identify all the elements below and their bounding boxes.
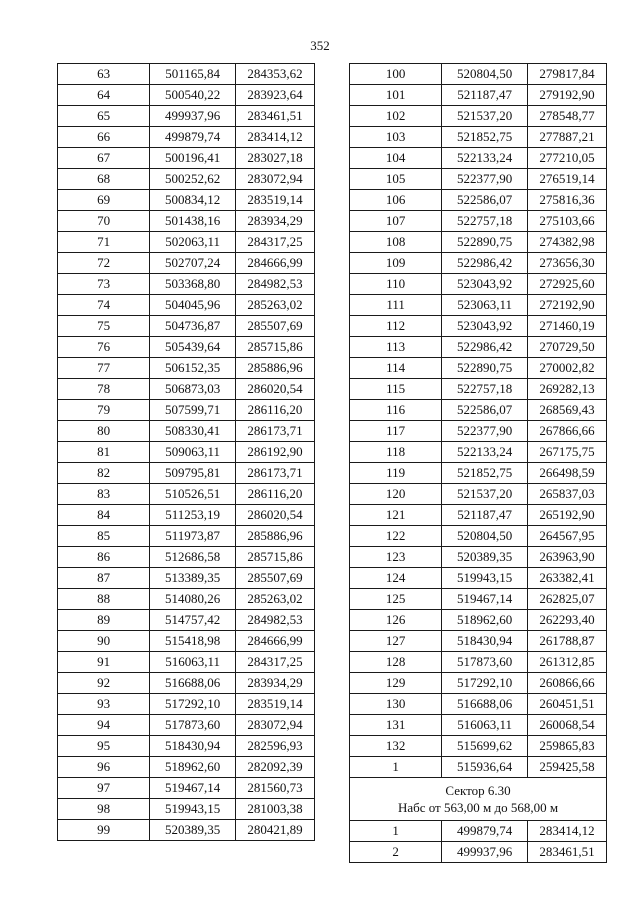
x-coordinate: 500834,12 [150,190,236,211]
y-coordinate: 273656,30 [527,253,606,274]
point-number: 89 [58,610,150,631]
x-coordinate: 501165,84 [150,64,236,85]
point-number: 123 [350,547,442,568]
y-coordinate: 264567,95 [527,526,606,547]
y-coordinate: 284666,99 [235,253,314,274]
table-row [58,757,315,778]
y-coordinate: 266498,59 [527,463,606,484]
y-coordinate: 263963,90 [527,547,606,568]
point-number: 75 [58,316,150,337]
x-coordinate: 522986,42 [442,253,528,274]
table-row [350,442,607,463]
y-coordinate: 286116,20 [235,400,314,421]
x-coordinate: 522133,24 [442,148,528,169]
table-row [58,820,315,841]
point-number: 70 [58,211,150,232]
x-coordinate: 522377,90 [442,421,528,442]
table-row [350,253,607,274]
x-coordinate: 519943,15 [150,799,236,820]
table-row [58,631,315,652]
x-coordinate: 521537,20 [442,484,528,505]
table-row [350,505,607,526]
table-row [58,484,315,505]
x-coordinate: 504736,87 [150,316,236,337]
point-number: 114 [350,358,442,379]
y-coordinate: 262825,07 [527,589,606,610]
point-number: 83 [58,484,150,505]
x-coordinate: 508330,41 [150,421,236,442]
x-coordinate: 516063,11 [150,652,236,673]
point-number: 118 [350,442,442,463]
table-row [350,127,607,148]
point-number: 67 [58,148,150,169]
table-row [350,463,607,484]
y-coordinate: 285715,86 [235,337,314,358]
x-coordinate: 517873,60 [442,652,528,673]
y-coordinate: 279192,90 [527,85,606,106]
point-number: 68 [58,169,150,190]
x-coordinate: 500196,41 [150,148,236,169]
x-coordinate: 519467,14 [442,589,528,610]
y-coordinate: 260068,54 [527,715,606,736]
x-coordinate: 516063,11 [442,715,528,736]
point-number: 98 [58,799,150,820]
point-number: 76 [58,337,150,358]
point-number: 117 [350,421,442,442]
point-number: 77 [58,358,150,379]
point-number: 113 [350,337,442,358]
y-coordinate: 285263,02 [235,589,314,610]
y-coordinate: 286173,71 [235,421,314,442]
table-row [58,127,315,148]
point-number: 129 [350,673,442,694]
x-coordinate: 519467,14 [150,778,236,799]
y-coordinate: 275103,66 [527,211,606,232]
x-coordinate: 517873,60 [150,715,236,736]
table-row [350,842,607,863]
y-coordinate: 285886,96 [235,358,314,379]
x-coordinate: 522890,75 [442,358,528,379]
x-coordinate: 521537,20 [442,106,528,127]
x-coordinate: 521187,47 [442,85,528,106]
point-number: 131 [350,715,442,736]
table-row [58,400,315,421]
x-coordinate: 512686,58 [150,547,236,568]
table-row [58,253,315,274]
point-number: 78 [58,379,150,400]
y-coordinate: 260866,66 [527,673,606,694]
coordinates-table-right [349,63,607,863]
table-row [350,526,607,547]
table-row [350,316,607,337]
x-coordinate: 516688,06 [442,694,528,715]
point-number: 80 [58,421,150,442]
y-coordinate: 280421,89 [235,820,314,841]
x-coordinate: 522986,42 [442,337,528,358]
table-row [350,232,607,253]
y-coordinate: 282596,93 [235,736,314,757]
x-coordinate: 505439,64 [150,337,236,358]
table-row [58,442,315,463]
table-row [58,610,315,631]
table-row [58,526,315,547]
point-number: 73 [58,274,150,295]
x-coordinate: 521852,75 [442,463,528,484]
point-number: 95 [58,736,150,757]
x-coordinate: 510526,51 [150,484,236,505]
table-row [350,631,607,652]
table-row [58,274,315,295]
point-number: 63 [58,64,150,85]
y-coordinate: 283519,14 [235,694,314,715]
point-number: 126 [350,610,442,631]
x-coordinate: 509063,11 [150,442,236,463]
y-coordinate: 281003,38 [235,799,314,820]
y-coordinate: 275816,36 [527,190,606,211]
x-coordinate: 523063,11 [442,295,528,316]
point-number: 84 [58,505,150,526]
table-row [58,190,315,211]
table-row [350,421,607,442]
point-number: 65 [58,106,150,127]
point-number: 128 [350,652,442,673]
y-coordinate: 285263,02 [235,295,314,316]
x-coordinate: 504045,96 [150,295,236,316]
table-row [350,211,607,232]
x-coordinate: 517292,10 [150,694,236,715]
y-coordinate: 267175,75 [527,442,606,463]
x-coordinate: 522890,75 [442,232,528,253]
table-row [58,211,315,232]
point-number: 122 [350,526,442,547]
point-number: 86 [58,547,150,568]
table-row [58,337,315,358]
table-row [350,148,607,169]
table-row [58,106,315,127]
y-coordinate: 281560,73 [235,778,314,799]
y-coordinate: 279817,84 [527,64,606,85]
point-number: 99 [58,820,150,841]
y-coordinate: 284317,25 [235,232,314,253]
x-coordinate: 499937,96 [150,106,236,127]
point-number: 106 [350,190,442,211]
y-coordinate: 283027,18 [235,148,314,169]
table-row [58,715,315,736]
y-coordinate: 272925,60 [527,274,606,295]
y-coordinate: 284317,25 [235,652,314,673]
point-number: 66 [58,127,150,148]
x-coordinate: 522133,24 [442,442,528,463]
x-coordinate: 514757,42 [150,610,236,631]
y-coordinate: 265837,03 [527,484,606,505]
table-row [58,568,315,589]
point-number: 79 [58,400,150,421]
x-coordinate: 511253,19 [150,505,236,526]
y-coordinate: 261312,85 [527,652,606,673]
y-coordinate: 286020,54 [235,379,314,400]
y-coordinate: 271460,19 [527,316,606,337]
point-number: 124 [350,568,442,589]
y-coordinate: 277210,05 [527,148,606,169]
x-coordinate: 515699,62 [442,736,528,757]
x-coordinate: 518430,94 [150,736,236,757]
x-coordinate: 522377,90 [442,169,528,190]
point-number: 72 [58,253,150,274]
point-number: 116 [350,400,442,421]
table-row [350,673,607,694]
y-coordinate: 285507,69 [235,316,314,337]
point-number: 125 [350,589,442,610]
table-row [350,610,607,631]
point-number: 110 [350,274,442,295]
x-coordinate: 518430,94 [442,631,528,652]
x-coordinate: 500540,22 [150,85,236,106]
table-row [58,85,315,106]
point-number: 71 [58,232,150,253]
y-coordinate: 284982,53 [235,274,314,295]
y-coordinate: 259425,58 [527,757,606,778]
point-number: 119 [350,463,442,484]
x-coordinate: 521852,75 [442,127,528,148]
table-row [350,589,607,610]
x-coordinate: 503368,80 [150,274,236,295]
x-coordinate: 499879,74 [150,127,236,148]
y-coordinate: 283519,14 [235,190,314,211]
y-coordinate: 284666,99 [235,631,314,652]
table-row [350,694,607,715]
y-coordinate: 260451,51 [527,694,606,715]
x-coordinate: 520804,50 [442,64,528,85]
table-row [58,694,315,715]
point-number: 109 [350,253,442,274]
y-coordinate: 276519,14 [527,169,606,190]
table-row [58,232,315,253]
table-row [350,190,607,211]
table-row [350,652,607,673]
table-row [350,358,607,379]
y-coordinate: 286020,54 [235,505,314,526]
table-row [58,358,315,379]
y-coordinate: 277887,21 [527,127,606,148]
point-number: 115 [350,379,442,400]
y-coordinate: 285715,86 [235,547,314,568]
point-number: 111 [350,295,442,316]
x-coordinate: 522586,07 [442,190,528,211]
x-coordinate: 507599,71 [150,400,236,421]
point-number: 90 [58,631,150,652]
point-number: 94 [58,715,150,736]
table-row [350,568,607,589]
y-coordinate: 283414,12 [527,821,606,842]
point-number: 93 [58,694,150,715]
y-coordinate: 283923,64 [235,85,314,106]
point-number: 85 [58,526,150,547]
y-coordinate: 285507,69 [235,568,314,589]
point-number: 97 [58,778,150,799]
x-coordinate: 513389,35 [150,568,236,589]
table-row [350,757,607,778]
y-coordinate: 259865,83 [527,736,606,757]
x-coordinate: 506152,35 [150,358,236,379]
y-coordinate: 278548,77 [527,106,606,127]
point-number: 104 [350,148,442,169]
y-coordinate: 263382,41 [527,568,606,589]
y-coordinate: 283072,94 [235,169,314,190]
point-number: 120 [350,484,442,505]
y-coordinate: 265192,90 [527,505,606,526]
y-coordinate: 283461,51 [235,106,314,127]
table-row [350,274,607,295]
page-number: 352 [310,38,330,53]
x-coordinate: 520389,35 [150,820,236,841]
table-row [58,169,315,190]
point-number: 74 [58,295,150,316]
y-coordinate: 282092,39 [235,757,314,778]
table-row [350,547,607,568]
point-number: 121 [350,505,442,526]
x-coordinate: 506873,03 [150,379,236,400]
x-coordinate: 518962,60 [442,610,528,631]
y-coordinate: 284982,53 [235,610,314,631]
table-row [58,589,315,610]
sector-header-row [350,778,607,821]
table-row [350,64,607,85]
x-coordinate: 522757,18 [442,211,528,232]
point-number: 91 [58,652,150,673]
point-number: 107 [350,211,442,232]
y-coordinate: 272192,90 [527,295,606,316]
y-coordinate: 286116,20 [235,484,314,505]
sector-subtitle: Набс от 563,00 м до 568,00 м [397,800,559,815]
table-row [58,736,315,757]
y-coordinate: 270729,50 [527,337,606,358]
y-coordinate: 274382,98 [527,232,606,253]
point-number: 112 [350,316,442,337]
x-coordinate: 515936,64 [442,757,528,778]
coordinates-table-left [57,63,315,841]
y-coordinate: 284353,62 [235,64,314,85]
x-coordinate: 501438,16 [150,211,236,232]
point-number: 1 [350,757,442,778]
x-coordinate: 520389,35 [442,547,528,568]
x-coordinate: 509795,81 [150,463,236,484]
table-row [350,295,607,316]
x-coordinate: 521187,47 [442,505,528,526]
point-number: 88 [58,589,150,610]
point-number: 82 [58,463,150,484]
y-coordinate: 283934,29 [235,211,314,232]
y-coordinate: 283414,12 [235,127,314,148]
x-coordinate: 499937,96 [442,842,528,863]
table-row [350,379,607,400]
x-coordinate: 515418,98 [150,631,236,652]
table-row [58,316,315,337]
x-coordinate: 502063,11 [150,232,236,253]
x-coordinate: 520804,50 [442,526,528,547]
table-row [58,379,315,400]
x-coordinate: 517292,10 [442,673,528,694]
point-number: 101 [350,85,442,106]
y-coordinate: 286173,71 [235,463,314,484]
table-row [58,64,315,85]
x-coordinate: 519943,15 [442,568,528,589]
table-row [350,337,607,358]
x-coordinate: 522757,18 [442,379,528,400]
x-coordinate: 516688,06 [150,673,236,694]
table-row [350,715,607,736]
table-row [58,799,315,820]
point-number: 103 [350,127,442,148]
table-row [350,400,607,421]
point-number: 87 [58,568,150,589]
y-coordinate: 268569,43 [527,400,606,421]
table-row [58,148,315,169]
table-row [58,778,315,799]
point-number: 108 [350,232,442,253]
table-row [58,295,315,316]
y-coordinate: 285886,96 [235,526,314,547]
table-row [58,421,315,442]
point-number: 132 [350,736,442,757]
point-number: 100 [350,64,442,85]
point-number: 64 [58,85,150,106]
sector-header [350,778,607,821]
y-coordinate: 267866,66 [527,421,606,442]
x-coordinate: 518962,60 [150,757,236,778]
y-coordinate: 283461,51 [527,842,606,863]
point-number: 69 [58,190,150,211]
table-row [350,484,607,505]
y-coordinate: 286192,90 [235,442,314,463]
point-number: 2 [350,842,442,863]
x-coordinate: 514080,26 [150,589,236,610]
point-number: 102 [350,106,442,127]
y-coordinate: 261788,87 [527,631,606,652]
point-number: 127 [350,631,442,652]
table-row [58,463,315,484]
sector-title: Сектор 6.30 [445,783,511,798]
x-coordinate: 523043,92 [442,316,528,337]
y-coordinate: 269282,13 [527,379,606,400]
table-row [58,673,315,694]
table-row [58,547,315,568]
point-number: 92 [58,673,150,694]
point-number: 96 [58,757,150,778]
point-number: 105 [350,169,442,190]
table-row [350,106,607,127]
point-number: 130 [350,694,442,715]
y-coordinate: 270002,82 [527,358,606,379]
x-coordinate: 511973,87 [150,526,236,547]
x-coordinate: 522586,07 [442,400,528,421]
table-row [58,505,315,526]
y-coordinate: 283934,29 [235,673,314,694]
y-coordinate: 283072,94 [235,715,314,736]
x-coordinate: 523043,92 [442,274,528,295]
table-row [350,736,607,757]
x-coordinate: 500252,62 [150,169,236,190]
x-coordinate: 502707,24 [150,253,236,274]
point-number: 1 [350,821,442,842]
table-row [58,652,315,673]
table-row [350,169,607,190]
table-row [350,85,607,106]
x-coordinate: 499879,74 [442,821,528,842]
table-row [350,821,607,842]
point-number: 81 [58,442,150,463]
y-coordinate: 262293,40 [527,610,606,631]
